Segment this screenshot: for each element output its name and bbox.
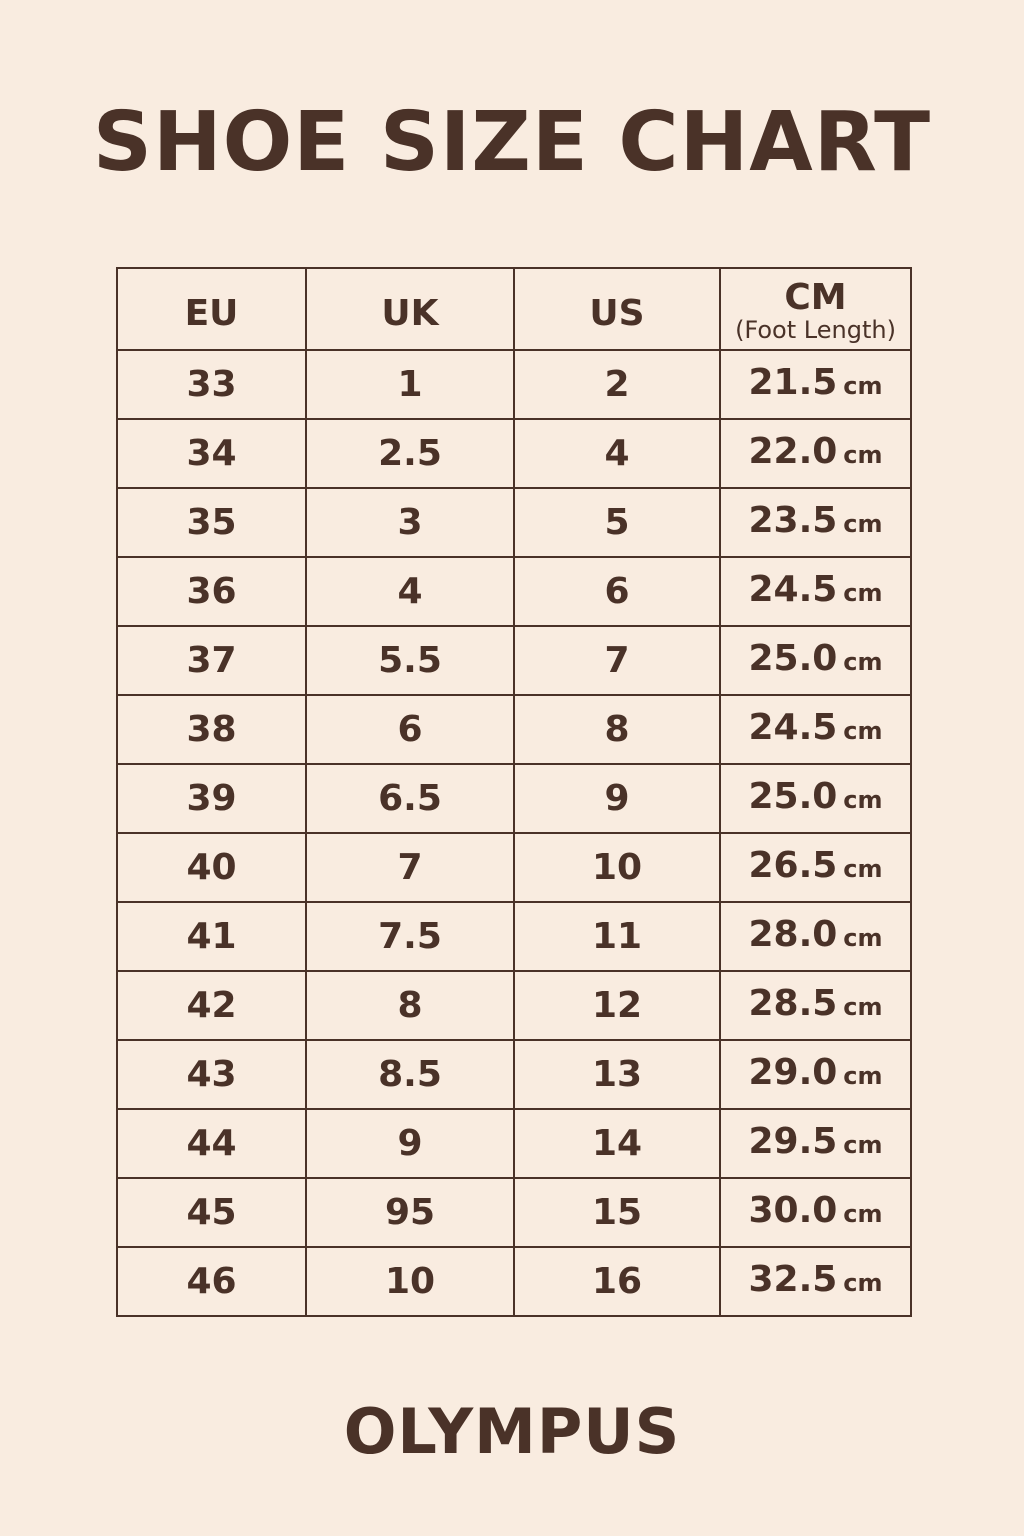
header-cm [720, 268, 911, 350]
cell-cm [720, 1178, 911, 1247]
table-row [117, 833, 911, 902]
cell-cm-unit: cm [843, 1062, 883, 1090]
cell-uk: 7 [306, 833, 514, 902]
cell-cm-unit: cm [843, 579, 883, 607]
header-uk [306, 268, 514, 350]
table-header [117, 268, 911, 350]
cell-us: 16 [514, 1247, 720, 1316]
cell-us: 14 [514, 1109, 720, 1178]
cell-cm [720, 833, 911, 902]
cell-cm-value: 25.0 [748, 776, 838, 817]
table-row [117, 902, 911, 971]
cell-cm [720, 350, 911, 419]
cell-cm-value: 22.0 [748, 431, 838, 472]
cell-eu: 35 [117, 488, 306, 557]
table-body [117, 350, 911, 1316]
cell-uk: 2.5 [306, 419, 514, 488]
cell-eu: 46 [117, 1247, 306, 1316]
cell-cm-value: 24.5 [748, 569, 838, 610]
cell-us: 13 [514, 1040, 720, 1109]
table-row [117, 557, 911, 626]
cell-us: 6 [514, 557, 720, 626]
cell-cm [720, 557, 911, 626]
cell-eu: 39 [117, 764, 306, 833]
brand-logo-text: OLYMPUS [343, 1395, 681, 1468]
cell-cm-unit: cm [843, 717, 883, 745]
cell-eu: 37 [117, 626, 306, 695]
cell-eu: 44 [117, 1109, 306, 1178]
cell-cm-unit: cm [843, 372, 883, 400]
cell-us: 4 [514, 419, 720, 488]
cell-cm [720, 1109, 911, 1178]
cell-us: 10 [514, 833, 720, 902]
cell-eu: 42 [117, 971, 306, 1040]
cell-cm-unit: cm [843, 993, 883, 1021]
size-table [116, 267, 912, 1317]
header-cm-sublabel: (Foot Length) [735, 316, 896, 344]
header-eu [117, 268, 306, 350]
cell-cm-value: 28.0 [748, 914, 838, 955]
header-row [117, 268, 911, 350]
cell-cm [720, 971, 911, 1040]
table-row [117, 1109, 911, 1178]
header-eu-label: EU [184, 293, 239, 334]
table-row [117, 971, 911, 1040]
table-row [117, 764, 911, 833]
cell-us: 12 [514, 971, 720, 1040]
cell-uk: 10 [306, 1247, 514, 1316]
table-row [117, 695, 911, 764]
cell-cm [720, 626, 911, 695]
header-us-label: US [589, 293, 645, 334]
cell-cm [720, 488, 911, 557]
cell-cm [720, 1040, 911, 1109]
cell-us: 5 [514, 488, 720, 557]
cell-us: 11 [514, 902, 720, 971]
cell-uk: 3 [306, 488, 514, 557]
cell-cm [720, 902, 911, 971]
cell-us: 8 [514, 695, 720, 764]
cell-cm-unit: cm [843, 1200, 883, 1228]
cell-eu: 45 [117, 1178, 306, 1247]
cell-cm [720, 764, 911, 833]
cell-cm-unit: cm [843, 1269, 883, 1297]
cell-cm-value: 28.5 [748, 983, 838, 1024]
cell-uk: 8 [306, 971, 514, 1040]
cell-eu: 40 [117, 833, 306, 902]
cell-eu: 36 [117, 557, 306, 626]
cell-us: 9 [514, 764, 720, 833]
cell-uk: 6.5 [306, 764, 514, 833]
cell-cm [720, 419, 911, 488]
table-row [117, 1040, 911, 1109]
cell-cm-value: 23.5 [748, 500, 838, 541]
cell-us: 7 [514, 626, 720, 695]
cell-cm-value: 21.5 [748, 362, 838, 403]
cell-uk: 8.5 [306, 1040, 514, 1109]
cell-us: 15 [514, 1178, 720, 1247]
cell-eu: 38 [117, 695, 306, 764]
cell-cm-value: 30.0 [748, 1190, 838, 1231]
header-cm-label: CM [784, 277, 847, 318]
cell-cm-unit: cm [843, 924, 883, 952]
cell-eu: 33 [117, 350, 306, 419]
cell-cm-unit: cm [843, 510, 883, 538]
cell-cm [720, 1247, 911, 1316]
cell-cm-unit: cm [843, 648, 883, 676]
cell-uk: 7.5 [306, 902, 514, 971]
page-title: SHOE SIZE CHART [92, 95, 932, 190]
header-us [514, 268, 720, 350]
cell-cm-unit: cm [843, 855, 883, 883]
cell-eu: 41 [117, 902, 306, 971]
cell-us: 2 [514, 350, 720, 419]
cell-cm-unit: cm [843, 786, 883, 814]
cell-uk: 6 [306, 695, 514, 764]
table-row [117, 350, 911, 419]
header-uk-label: UK [381, 293, 439, 334]
table-row [117, 419, 911, 488]
cell-cm-value: 26.5 [748, 845, 838, 886]
cell-uk: 4 [306, 557, 514, 626]
cell-uk: 5.5 [306, 626, 514, 695]
table-row [117, 488, 911, 557]
cell-uk: 9 [306, 1109, 514, 1178]
cell-eu: 43 [117, 1040, 306, 1109]
cell-cm-value: 32.5 [748, 1259, 838, 1300]
cell-cm [720, 695, 911, 764]
table-row [117, 1178, 911, 1247]
cell-cm-unit: cm [843, 441, 883, 469]
cell-cm-value: 29.5 [748, 1121, 838, 1162]
table-row [117, 1247, 911, 1316]
cell-eu: 34 [117, 419, 306, 488]
cell-cm-value: 25.0 [748, 638, 838, 679]
cell-uk: 95 [306, 1178, 514, 1247]
cell-cm-value: 24.5 [748, 707, 838, 748]
cell-cm-unit: cm [843, 1131, 883, 1159]
cell-uk: 1 [306, 350, 514, 419]
cell-cm-value: 29.0 [748, 1052, 838, 1093]
table-row [117, 626, 911, 695]
